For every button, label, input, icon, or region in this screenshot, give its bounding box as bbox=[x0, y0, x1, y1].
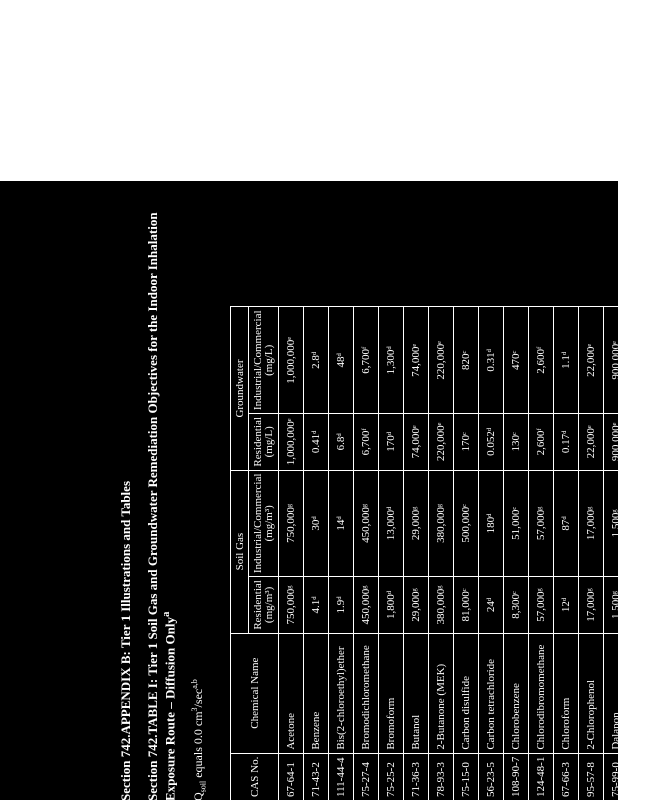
cell-gw-res: 220,000ᵉ bbox=[429, 414, 454, 471]
cell-sg-res: 8,300ᶜ bbox=[504, 577, 529, 634]
cell-gw-ind: 1.1ᵈ bbox=[554, 307, 579, 414]
cell-sg-ind: 57,000ᵍ bbox=[529, 470, 554, 577]
cell-sg-ind: 380,000ᵍ bbox=[429, 470, 454, 577]
table-row bbox=[504, 307, 529, 801]
table-title-line2-text: Exposure Route – Diffusion Only bbox=[162, 617, 178, 801]
cell-gw-ind: 220,000ᵉ bbox=[429, 307, 454, 414]
cell-gw-ind: 820ᶜ bbox=[454, 307, 479, 414]
cell-cas: 75-25-2 bbox=[379, 753, 404, 800]
table-row bbox=[329, 307, 354, 801]
cell-gw-ind: 1,300ᵈ bbox=[379, 307, 404, 414]
cell-sg-res: 450,000ᵍ bbox=[354, 577, 379, 634]
cell-gw-res: 170ᵈ bbox=[379, 414, 404, 471]
cell-cas: 71-43-2 bbox=[304, 753, 329, 800]
cell-gw-res: 2,600ᶠ bbox=[529, 414, 554, 471]
equation-sup2: a,b bbox=[190, 679, 199, 689]
cell-gw-ind: 900,000ᵉ bbox=[604, 307, 629, 414]
cell-cas: 78-93-3 bbox=[429, 753, 454, 800]
table-row bbox=[279, 307, 304, 801]
table-row bbox=[379, 307, 404, 801]
cell-chemical: Bromoform bbox=[379, 633, 404, 753]
cell-cas: 67-64-1 bbox=[279, 753, 304, 800]
cell-gw-ind: 1,000,000ᵉ bbox=[279, 307, 304, 414]
cell-sg-ind: 500,000ᶜ bbox=[454, 470, 479, 577]
cell-chemical: Acetone bbox=[279, 633, 304, 753]
cell-chemical: Carbon tetrachloride bbox=[479, 633, 504, 753]
cell-gw-res: 0.17ᵈ bbox=[554, 414, 579, 471]
cell-cas: 111-44-4 bbox=[329, 753, 354, 800]
table-row bbox=[429, 307, 454, 801]
cell-cas: 67-66-3 bbox=[554, 753, 579, 800]
cell-cas: 95-57-8 bbox=[579, 753, 604, 800]
cell-sg-ind: 180ᵈ bbox=[479, 470, 504, 577]
cell-sg-res: 1,500ᵍ bbox=[604, 577, 629, 634]
cell-gw-res: 74,000ᵉ bbox=[404, 414, 429, 471]
cell-chemical: Carbon disulfide bbox=[454, 633, 479, 753]
cell-chemical: Chlorobenzene bbox=[504, 633, 529, 753]
cell-gw-ind: 470ᶜ bbox=[504, 307, 529, 414]
table-row bbox=[604, 307, 629, 801]
cell-sg-res: 380,000ᵍ bbox=[429, 577, 454, 634]
cell-sg-ind: 51,000ᶜ bbox=[504, 470, 529, 577]
cell-gw-res: 6,700ᶠ bbox=[354, 414, 379, 471]
cell-cas: 71-36-3 bbox=[404, 753, 429, 800]
table-row bbox=[629, 307, 659, 801]
equation-mid: /sec bbox=[191, 688, 205, 708]
rotated-page-content bbox=[90, 201, 655, 801]
cell-chemical: Bis(2-chloroethyl)ether bbox=[329, 633, 354, 753]
header-sg-industrial: Industrial/Commercial (mg/m³) bbox=[249, 470, 279, 577]
cell-cas: 75-27-4 bbox=[354, 753, 379, 800]
remediation-objectives-table bbox=[230, 306, 659, 801]
scanned-page-background bbox=[0, 181, 655, 801]
cell-sg-ind: 450,000ᵍ bbox=[354, 470, 379, 577]
cell-sg-res: 57,000ᵍ bbox=[529, 577, 554, 634]
cell-chemical: Bromodichloromethane bbox=[354, 633, 379, 753]
cell-sg-ind: 13,000ᵈ bbox=[379, 470, 404, 577]
section-title: Section 742.APPENDIX B: Tier 1 Illustrations and Tables bbox=[118, 481, 133, 801]
cell-gw-ind: 0.31ᵈ bbox=[479, 307, 504, 414]
cell-sg-res: 12ᵈ bbox=[554, 577, 579, 634]
table-title-line2 bbox=[160, 612, 178, 801]
table-row bbox=[479, 307, 504, 801]
header-chemical-name: Chemical Name bbox=[231, 633, 279, 753]
cell-chemical: Dalapon bbox=[604, 633, 629, 753]
header-gw-residential: Residential (mg/L) bbox=[249, 414, 279, 471]
equation-line bbox=[190, 679, 207, 801]
cell-cas: 124-48-1 bbox=[529, 753, 554, 800]
cell-gw-res: 130ᶜ bbox=[504, 414, 529, 471]
cell-gw-res: 170ᶜ bbox=[454, 414, 479, 471]
cell-gw-ind: 2.8ᵈ bbox=[304, 307, 329, 414]
table-row bbox=[529, 307, 554, 801]
cell-gw-ind: 6,700ᶠ bbox=[354, 307, 379, 414]
cell-cas: 108-90-7 bbox=[504, 753, 529, 800]
header-cas: CAS No. bbox=[231, 753, 279, 800]
table-row bbox=[579, 307, 604, 801]
cell-sg-res: 81,000ᶜ bbox=[454, 577, 479, 634]
cell-sg-res: 24ᵈ bbox=[479, 577, 504, 634]
equation-sup1: 3 bbox=[190, 707, 199, 712]
table-title-line1: Section 742.TABLE I: Tier 1 Soil Gas and Groundwater Remediation Objectives for the Indoor Inhalation bbox=[145, 212, 160, 801]
cell-cas: 75-15-0 bbox=[454, 753, 479, 800]
cell-sg-res: 17,000ᵍ bbox=[579, 577, 604, 634]
header-groundwater: Groundwater bbox=[231, 307, 249, 470]
cell-sg-res: 1.9ᵈ bbox=[329, 577, 354, 634]
cell-cas: 96-12-8 bbox=[629, 753, 659, 800]
cell-gw-res: 0.029ᵈ bbox=[629, 414, 659, 471]
cell-sg-res: 0.17ᵈ bbox=[629, 577, 659, 634]
cell-chemical: 2-Butanone (MEK) bbox=[429, 633, 454, 753]
cell-sg-ind: 1,500ᵍ bbox=[604, 470, 629, 577]
cell-gw-res: 22,000ᵉ bbox=[579, 414, 604, 471]
cell-sg-res: 750,000ᵍ bbox=[279, 577, 304, 634]
table-row bbox=[304, 307, 329, 801]
cell-sg-ind: 750,000ᵍ bbox=[279, 470, 304, 577]
header-soil-gas: Soil Gas bbox=[231, 470, 249, 633]
cell-sg-ind: 29,000ᵍ bbox=[404, 470, 429, 577]
cell-sg-res: 1,800ᵈ bbox=[379, 577, 404, 634]
cell-gw-ind: 48ᵈ bbox=[329, 307, 354, 414]
cell-gw-ind: 22,000ᵉ bbox=[579, 307, 604, 414]
equation-prefix: Q bbox=[191, 792, 205, 801]
cell-gw-res: 0.052ᵈ bbox=[479, 414, 504, 471]
cell-sg-ind: 30ᵈ bbox=[304, 470, 329, 577]
table-row bbox=[354, 307, 379, 801]
cell-sg-ind: 1.3ᵈ bbox=[629, 470, 659, 577]
header-sg-residential: Residential (mg/m³) bbox=[249, 577, 279, 634]
table-row bbox=[454, 307, 479, 801]
equation-text: equals 0.0 cm bbox=[191, 711, 205, 781]
cell-gw-res: 1,000,000ᵉ bbox=[279, 414, 304, 471]
cell-sg-ind: 17,000ᵍ bbox=[579, 470, 604, 577]
cell-gw-ind: 74,000ᵉ bbox=[404, 307, 429, 414]
table-row bbox=[554, 307, 579, 801]
cell-gw-ind: 2,600ᶠ bbox=[529, 307, 554, 414]
cell-chemical: Benzene bbox=[304, 633, 329, 753]
cell-gw-res: 900,000ᵉ bbox=[604, 414, 629, 471]
cell-sg-res: 29,000ᵍ bbox=[404, 577, 429, 634]
cell-gw-ind: 0.21ᵈ bbox=[629, 307, 659, 414]
cell-chemical: Butanol bbox=[404, 633, 429, 753]
cell-chemical: Chlorodibromomethane bbox=[529, 633, 554, 753]
cell-gw-res: 0.41ᵈ bbox=[304, 414, 329, 471]
equation-sub: soil bbox=[198, 780, 208, 793]
table-row bbox=[404, 307, 429, 801]
cell-gw-res: 6.8ᵈ bbox=[329, 414, 354, 471]
cell-sg-res: 4.1ᵈ bbox=[304, 577, 329, 634]
cell-cas: 56-23-5 bbox=[479, 753, 504, 800]
cell-chemical: Chloroform bbox=[554, 633, 579, 753]
cell-sg-ind: 87ᵈ bbox=[554, 470, 579, 577]
cell-chemical: 2-Chlorophenol bbox=[579, 633, 604, 753]
header-gw-industrial: Industrial/Commercial (mg/L) bbox=[249, 307, 279, 414]
cell-chemical: 1,2-Dibromo-3-chloropropane bbox=[629, 633, 659, 753]
cell-cas: 75-99-0 bbox=[604, 753, 629, 800]
table-title-footnote: a bbox=[160, 611, 172, 618]
cell-sg-ind: 14ᵈ bbox=[329, 470, 354, 577]
